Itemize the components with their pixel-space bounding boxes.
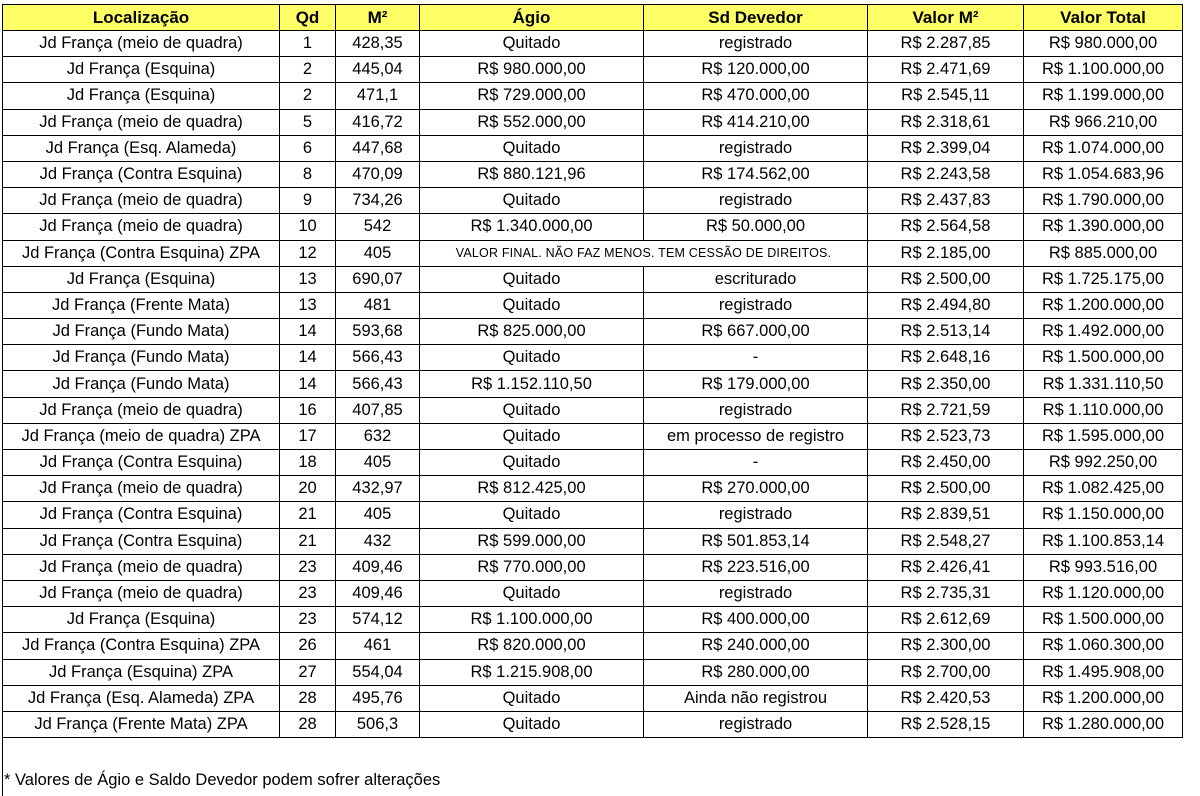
cell-valor-m2: R$ 2.318,61 [868, 109, 1024, 135]
cell-sd-devedor: R$ 179.000,00 [644, 371, 868, 397]
cell-valor-m2: R$ 2.399,04 [868, 135, 1024, 161]
cell-sd-devedor: R$ 270.000,00 [644, 476, 868, 502]
cell-qd: 28 [280, 685, 336, 711]
cell-valor-m2: R$ 2.548,27 [868, 528, 1024, 554]
cell-sd-devedor: R$ 240.000,00 [644, 633, 868, 659]
cell-agio: R$ 1.152.110,50 [420, 371, 644, 397]
cell-m2: 432 [336, 528, 420, 554]
header-qd: Qd [280, 5, 336, 31]
cell-localizacao: Jd França (Contra Esquina) [3, 502, 280, 528]
cell-valor-total: R$ 1.390.000,00 [1024, 214, 1183, 240]
cell-m2: 690,07 [336, 266, 420, 292]
cell-sd-devedor: R$ 280.000,00 [644, 659, 868, 685]
cell-sd-devedor: em processo de registro [644, 423, 868, 449]
cell-qd: 2 [280, 57, 336, 83]
cell-valor-m2: R$ 2.528,15 [868, 711, 1024, 737]
cell-valor-total: R$ 966.210,00 [1024, 109, 1183, 135]
cell-m2: 432,97 [336, 476, 420, 502]
cell-agio: Quitado [420, 711, 644, 737]
cell-agio: Quitado [420, 580, 644, 606]
cell-localizacao: Jd França (meio de quadra) [3, 214, 280, 240]
cell-m2: 405 [336, 502, 420, 528]
cell-sd-devedor: registrado [644, 292, 868, 318]
cell-qd: 13 [280, 266, 336, 292]
cell-m2: 481 [336, 292, 420, 318]
cell-valor-m2: R$ 2.185,00 [868, 240, 1024, 266]
cell-localizacao: Jd França (Contra Esquina) [3, 161, 280, 187]
cell-m2: 554,04 [336, 659, 420, 685]
cell-valor-total: R$ 1.495.908,00 [1024, 659, 1183, 685]
cell-valor-m2: R$ 2.243,58 [868, 161, 1024, 187]
cell-agio: Quitado [420, 450, 644, 476]
cell-localizacao: Jd França (meio de quadra) [3, 109, 280, 135]
cell-valor-m2: R$ 2.648,16 [868, 345, 1024, 371]
cell-sd-devedor: R$ 414.210,00 [644, 109, 868, 135]
cell-m2: 428,35 [336, 31, 420, 57]
cell-qd: 9 [280, 188, 336, 214]
sheet-left-border [2, 736, 3, 796]
header-localizacao: Localização [3, 5, 280, 31]
cell-m2: 407,85 [336, 397, 420, 423]
cell-valor-m2: R$ 2.523,73 [868, 423, 1024, 449]
cell-m2: 445,04 [336, 57, 420, 83]
cell-agio: R$ 770.000,00 [420, 554, 644, 580]
cell-valor-m2: R$ 2.437,83 [868, 188, 1024, 214]
cell-valor-m2: R$ 2.420,53 [868, 685, 1024, 711]
cell-m2: 566,43 [336, 345, 420, 371]
cell-m2: 405 [336, 450, 420, 476]
table-row [3, 319, 1183, 345]
cell-sd-devedor: registrado [644, 502, 868, 528]
cell-valor-m2: R$ 2.564,58 [868, 214, 1024, 240]
cell-agio: R$ 1.215.908,00 [420, 659, 644, 685]
cell-m2: 734,26 [336, 188, 420, 214]
cell-valor-total: R$ 1.200.000,00 [1024, 685, 1183, 711]
cell-localizacao: Jd França (Esquina) [3, 83, 280, 109]
cell-valor-total: R$ 1.492.000,00 [1024, 319, 1183, 345]
cell-sd-devedor: R$ 667.000,00 [644, 319, 868, 345]
cell-agio: R$ 820.000,00 [420, 633, 644, 659]
cell-qd: 23 [280, 607, 336, 633]
table-row [3, 161, 1183, 187]
cell-localizacao: Jd França (Esquina) [3, 266, 280, 292]
cell-valor-m2: R$ 2.735,31 [868, 580, 1024, 606]
cell-valor-m2: R$ 2.721,59 [868, 397, 1024, 423]
cell-localizacao: Jd França (Contra Esquina) ZPA [3, 633, 280, 659]
table-row [3, 214, 1183, 240]
cell-valor-total: R$ 993.516,00 [1024, 554, 1183, 580]
cell-agio: R$ 880.121,96 [420, 161, 644, 187]
header-valor-total: Valor Total [1024, 5, 1183, 31]
cell-sd-devedor: R$ 470.000,00 [644, 83, 868, 109]
cell-sd-devedor: registrado [644, 580, 868, 606]
cell-localizacao: Jd França (meio de quadra) ZPA [3, 423, 280, 449]
cell-qd: 1 [280, 31, 336, 57]
table-row [3, 450, 1183, 476]
cell-m2: 416,72 [336, 109, 420, 135]
table-row [3, 292, 1183, 318]
table-row [3, 659, 1183, 685]
cell-valor-m2: R$ 2.300,00 [868, 633, 1024, 659]
cell-valor-m2: R$ 2.500,00 [868, 476, 1024, 502]
table-row [3, 266, 1183, 292]
table-row [3, 371, 1183, 397]
cell-localizacao: Jd França (Fundo Mata) [3, 319, 280, 345]
cell-qd: 14 [280, 371, 336, 397]
cell-sd-devedor: registrado [644, 711, 868, 737]
cell-qd: 14 [280, 345, 336, 371]
cell-m2: 632 [336, 423, 420, 449]
cell-m2: 542 [336, 214, 420, 240]
cell-valor-m2: R$ 2.513,14 [868, 319, 1024, 345]
cell-sd-devedor: registrado [644, 31, 868, 57]
cell-valor-m2: R$ 2.350,00 [868, 371, 1024, 397]
cell-sd-devedor: registrado [644, 135, 868, 161]
cell-valor-total: R$ 1.060.300,00 [1024, 633, 1183, 659]
cell-valor-m2: R$ 2.450,00 [868, 450, 1024, 476]
cell-valor-total: R$ 1.100.000,00 [1024, 57, 1183, 83]
cell-agio: R$ 552.000,00 [420, 109, 644, 135]
cell-m2: 495,76 [336, 685, 420, 711]
table-row [3, 633, 1183, 659]
cell-valor-m2: R$ 2.426,41 [868, 554, 1024, 580]
cell-agio: R$ 812.425,00 [420, 476, 644, 502]
table-row [3, 83, 1183, 109]
cell-qd: 16 [280, 397, 336, 423]
cell-valor-total: R$ 1.280.000,00 [1024, 711, 1183, 737]
cell-qd: 23 [280, 580, 336, 606]
cell-qd: 28 [280, 711, 336, 737]
header-row [3, 5, 1183, 31]
footnote: * Valores de Ágio e Saldo Devedor podem sofrer alterações [4, 771, 441, 789]
table-row [3, 345, 1183, 371]
cell-qd: 18 [280, 450, 336, 476]
cell-valor-total: R$ 1.500.000,00 [1024, 607, 1183, 633]
cell-qd: 21 [280, 502, 336, 528]
cell-agio: Quitado [420, 31, 644, 57]
cell-agio: R$ 1.340.000,00 [420, 214, 644, 240]
cell-m2: 574,12 [336, 607, 420, 633]
cell-agio: Quitado [420, 685, 644, 711]
cell-valor-m2: R$ 2.700,00 [868, 659, 1024, 685]
cell-valor-total: R$ 1.150.000,00 [1024, 502, 1183, 528]
cell-m2: 593,68 [336, 319, 420, 345]
cell-sd-devedor: R$ 50.000,00 [644, 214, 868, 240]
cell-qd: 2 [280, 83, 336, 109]
table-row [3, 397, 1183, 423]
cell-localizacao: Jd França (meio de quadra) [3, 580, 280, 606]
cell-agio: Quitado [420, 502, 644, 528]
header-m2: M² [336, 5, 420, 31]
cell-sd-devedor: R$ 400.000,00 [644, 607, 868, 633]
cell-qd: 20 [280, 476, 336, 502]
cell-valor-total: R$ 1.074.000,00 [1024, 135, 1183, 161]
table-row [3, 57, 1183, 83]
cell-qd: 17 [280, 423, 336, 449]
cell-agio: R$ 729.000,00 [420, 83, 644, 109]
cell-valor-total: R$ 1.200.000,00 [1024, 292, 1183, 318]
cell-m2: 470,09 [336, 161, 420, 187]
cell-sd-devedor: - [644, 450, 868, 476]
cell-sd-devedor: R$ 174.562,00 [644, 161, 868, 187]
cell-localizacao: Jd França (Esquina) [3, 607, 280, 633]
cell-valor-total: R$ 1.082.425,00 [1024, 476, 1183, 502]
cell-qd: 14 [280, 319, 336, 345]
cell-localizacao: Jd França (Esquina) [3, 57, 280, 83]
cell-agio: Quitado [420, 397, 644, 423]
cell-sd-devedor: registrado [644, 397, 868, 423]
cell-valor-total: R$ 1.199.000,00 [1024, 83, 1183, 109]
table-row [3, 711, 1183, 737]
cell-sd-devedor: R$ 120.000,00 [644, 57, 868, 83]
cell-sd-devedor: Ainda não registrou [644, 685, 868, 711]
cell-qd: 8 [280, 161, 336, 187]
cell-agio: Quitado [420, 188, 644, 214]
cell-valor-total: R$ 1.725.175,00 [1024, 266, 1183, 292]
cell-localizacao: Jd França (Esquina) ZPA [3, 659, 280, 685]
cell-localizacao: Jd França (Contra Esquina) [3, 528, 280, 554]
cell-valor-total: R$ 1.120.000,00 [1024, 580, 1183, 606]
table-row [3, 502, 1183, 528]
table-row [3, 554, 1183, 580]
cell-agio: Quitado [420, 135, 644, 161]
cell-qd: 10 [280, 214, 336, 240]
cell-qd: 13 [280, 292, 336, 318]
cell-valor-m2: R$ 2.545,11 [868, 83, 1024, 109]
table-row [3, 423, 1183, 449]
cell-qd: 27 [280, 659, 336, 685]
cell-valor-m2: R$ 2.471,69 [868, 57, 1024, 83]
cell-localizacao: Jd França (Esq. Alameda) ZPA [3, 685, 280, 711]
table-row [3, 580, 1183, 606]
cell-m2: 461 [336, 633, 420, 659]
cell-valor-total: R$ 1.790.000,00 [1024, 188, 1183, 214]
cell-agio: R$ 1.100.000,00 [420, 607, 644, 633]
table-row [3, 476, 1183, 502]
table-row [3, 109, 1183, 135]
cell-valor-total: R$ 1.110.000,00 [1024, 397, 1183, 423]
cell-sd-devedor: escriturado [644, 266, 868, 292]
header-sd-devedor: Sd Devedor [644, 5, 868, 31]
cell-valor-m2: R$ 2.500,00 [868, 266, 1024, 292]
cell-qd: 21 [280, 528, 336, 554]
cell-localizacao: Jd França (Fundo Mata) [3, 345, 280, 371]
cell-localizacao: Jd França (meio de quadra) [3, 554, 280, 580]
cell-m2: 409,46 [336, 580, 420, 606]
cell-sd-devedor: R$ 501.853,14 [644, 528, 868, 554]
header-valor-m2: Valor M² [868, 5, 1024, 31]
cell-valor-total: R$ 885.000,00 [1024, 240, 1183, 266]
cell-valor-total: R$ 1.331.110,50 [1024, 371, 1183, 397]
cell-m2: 409,46 [336, 554, 420, 580]
table-row [3, 188, 1183, 214]
cell-localizacao: Jd França (Fundo Mata) [3, 371, 280, 397]
cell-localizacao: Jd França (Frente Mata) [3, 292, 280, 318]
cell-agio: Quitado [420, 423, 644, 449]
cell-sd-devedor: registrado [644, 188, 868, 214]
property-table [2, 4, 1183, 738]
cell-agio: R$ 980.000,00 [420, 57, 644, 83]
cell-valor-total: R$ 1.054.683,96 [1024, 161, 1183, 187]
cell-sd-devedor: - [644, 345, 868, 371]
cell-valor-total: R$ 980.000,00 [1024, 31, 1183, 57]
cell-agio: R$ 825.000,00 [420, 319, 644, 345]
cell-qd: 12 [280, 240, 336, 266]
cell-localizacao: Jd França (meio de quadra) [3, 188, 280, 214]
cell-qd: 5 [280, 109, 336, 135]
cell-localizacao: Jd França (Contra Esquina) [3, 450, 280, 476]
cell-sd-devedor: R$ 223.516,00 [644, 554, 868, 580]
cell-valor-total: R$ 1.500.000,00 [1024, 345, 1183, 371]
cell-valor-m2: R$ 2.287,85 [868, 31, 1024, 57]
table-row [3, 528, 1183, 554]
cell-valor-total: R$ 1.100.853,14 [1024, 528, 1183, 554]
cell-valor-m2: R$ 2.839,51 [868, 502, 1024, 528]
cell-agio: Quitado [420, 345, 644, 371]
cell-agio: Quitado [420, 266, 644, 292]
cell-localizacao: Jd França (meio de quadra) [3, 397, 280, 423]
cell-localizacao: Jd França (Frente Mata) ZPA [3, 711, 280, 737]
cell-qd: 6 [280, 135, 336, 161]
table-body [3, 31, 1183, 738]
table-row [3, 240, 1183, 266]
cell-agio-sd-note: VALOR FINAL. NÃO FAZ MENOS. TEM CESSÃO DE DIREITOS. [420, 240, 868, 266]
header-agio: Ágio [420, 5, 644, 31]
cell-qd: 26 [280, 633, 336, 659]
cell-localizacao: Jd França (meio de quadra) [3, 476, 280, 502]
table-row [3, 607, 1183, 633]
table-row [3, 685, 1183, 711]
cell-m2: 566,43 [336, 371, 420, 397]
cell-localizacao: Jd França (Esq. Alameda) [3, 135, 280, 161]
cell-m2: 405 [336, 240, 420, 266]
cell-m2: 506,3 [336, 711, 420, 737]
cell-localizacao: Jd França (meio de quadra) [3, 31, 280, 57]
table-row [3, 135, 1183, 161]
cell-m2: 471,1 [336, 83, 420, 109]
cell-localizacao: Jd França (Contra Esquina) ZPA [3, 240, 280, 266]
cell-agio: R$ 599.000,00 [420, 528, 644, 554]
cell-m2: 447,68 [336, 135, 420, 161]
cell-valor-m2: R$ 2.494,80 [868, 292, 1024, 318]
cell-valor-total: R$ 992.250,00 [1024, 450, 1183, 476]
table-row [3, 31, 1183, 57]
cell-valor-m2: R$ 2.612,69 [868, 607, 1024, 633]
cell-qd: 23 [280, 554, 336, 580]
cell-valor-total: R$ 1.595.000,00 [1024, 423, 1183, 449]
cell-agio: Quitado [420, 292, 644, 318]
